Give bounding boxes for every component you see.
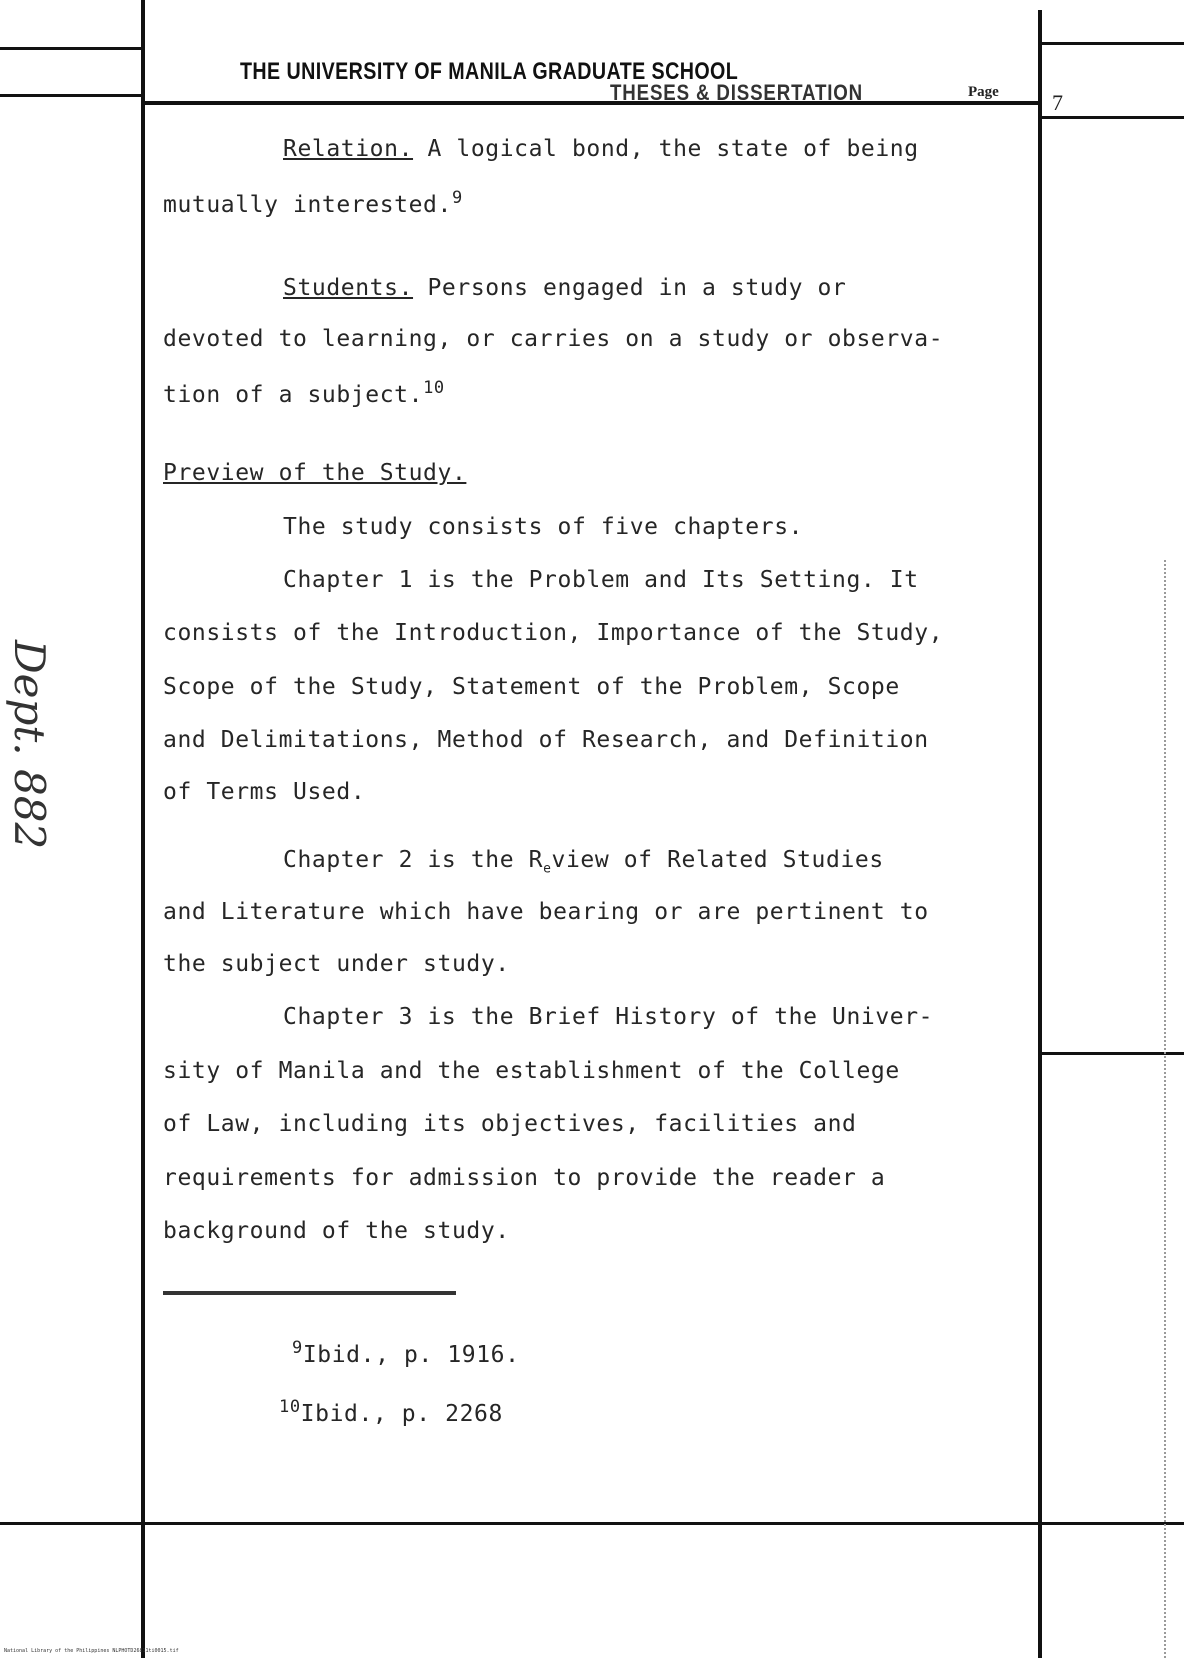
footnote-text: Ibid., p. 2268 — [300, 1401, 503, 1427]
header-left-rule — [0, 94, 142, 97]
header-subtitle: THESES & DISSERTATION — [610, 80, 864, 105]
chapter2-subscript: e — [543, 861, 552, 877]
chapter2-line-1 — [283, 847, 884, 877]
chapter2-line-2: and Literature which have bearing or are pertinent to — [163, 899, 929, 925]
footnote-ref: 9 — [451, 188, 463, 208]
footnote-text: Ibid., p. 1916. — [302, 1342, 520, 1368]
footnote-rule — [163, 1291, 456, 1295]
footnote-9 — [292, 1338, 520, 1368]
definition-text: mutually interested. — [163, 192, 452, 218]
bottom-right-rule — [1040, 1522, 1184, 1525]
top-left-rule — [0, 47, 142, 50]
bottom-rule — [145, 1522, 1038, 1525]
chapter1-line: consists of the Introduction, Importance of the Study, — [163, 620, 944, 646]
chapter1-line: Chapter 1 is the Problem and Its Setting. It — [283, 567, 919, 593]
definition-students-line-2: devoted to learning, or carries on a study or observa- — [163, 326, 944, 352]
definition-relation-line-2 — [163, 188, 463, 218]
chapter3-line: sity of Manila and the establishment of the College — [163, 1058, 900, 1084]
right-margin-rule — [1038, 10, 1042, 1658]
scan-caption: National Library of the Philippines NLPHOTD26811ti0015.tif — [4, 1648, 179, 1654]
chapter1-line: of Terms Used. — [163, 779, 366, 805]
definition-relation-line-1 — [283, 136, 919, 162]
chapter3-line: of Law, including its objectives, facilities and — [163, 1111, 857, 1137]
chapter2-line-3: the subject under study. — [163, 951, 510, 977]
chapter1-line: Scope of the Study, Statement of the Problem, Scope — [163, 674, 900, 700]
chapter2-text: view of Related Studies — [551, 847, 884, 873]
footnote-number: 10 — [279, 1397, 301, 1417]
definition-term: Students. — [283, 275, 414, 301]
chapter3-line: background of the study. — [163, 1218, 510, 1244]
definition-text: tion of a subject. — [163, 382, 424, 408]
chapter3-line: Chapter 3 is the Brief History of the Univer- — [283, 1004, 934, 1030]
chapter2-text: Chapter 2 is the R — [283, 847, 544, 873]
definition-students-line-3 — [163, 378, 445, 408]
header-title: THE UNIVERSITY OF MANILA GRADUATE SCHOOL — [240, 58, 739, 85]
bottom-left-rule — [0, 1522, 142, 1525]
definition-students-line-1 — [283, 275, 846, 301]
mid-right-rule — [1040, 1052, 1184, 1055]
top-right-rule — [1040, 42, 1184, 45]
paragraph-intro: The study consists of five chapters. — [283, 514, 804, 540]
left-margin-rule — [141, 0, 145, 1658]
margin-handwriting: Dept. 882 — [5, 640, 54, 850]
footnote-ref: 10 — [423, 378, 445, 398]
section-heading: Preview of the Study. — [163, 460, 467, 486]
header-rule — [145, 101, 1038, 105]
chapter1-line: and Delimitations, Method of Research, and Definition — [163, 727, 929, 753]
header-right-rule — [1040, 116, 1184, 119]
definition-term: Relation. — [283, 136, 414, 162]
perforation-dots — [1164, 560, 1166, 1658]
footnote-10 — [279, 1397, 503, 1427]
definition-text: Persons engaged in a study or — [413, 275, 847, 301]
page-number: 7 — [1052, 90, 1063, 115]
chapter3-line: requirements for admission to provide the reader a — [163, 1165, 886, 1191]
page-label: Page — [968, 84, 999, 100]
definition-text: A logical bond, the state of being — [413, 136, 919, 162]
footnote-number: 9 — [292, 1338, 303, 1358]
